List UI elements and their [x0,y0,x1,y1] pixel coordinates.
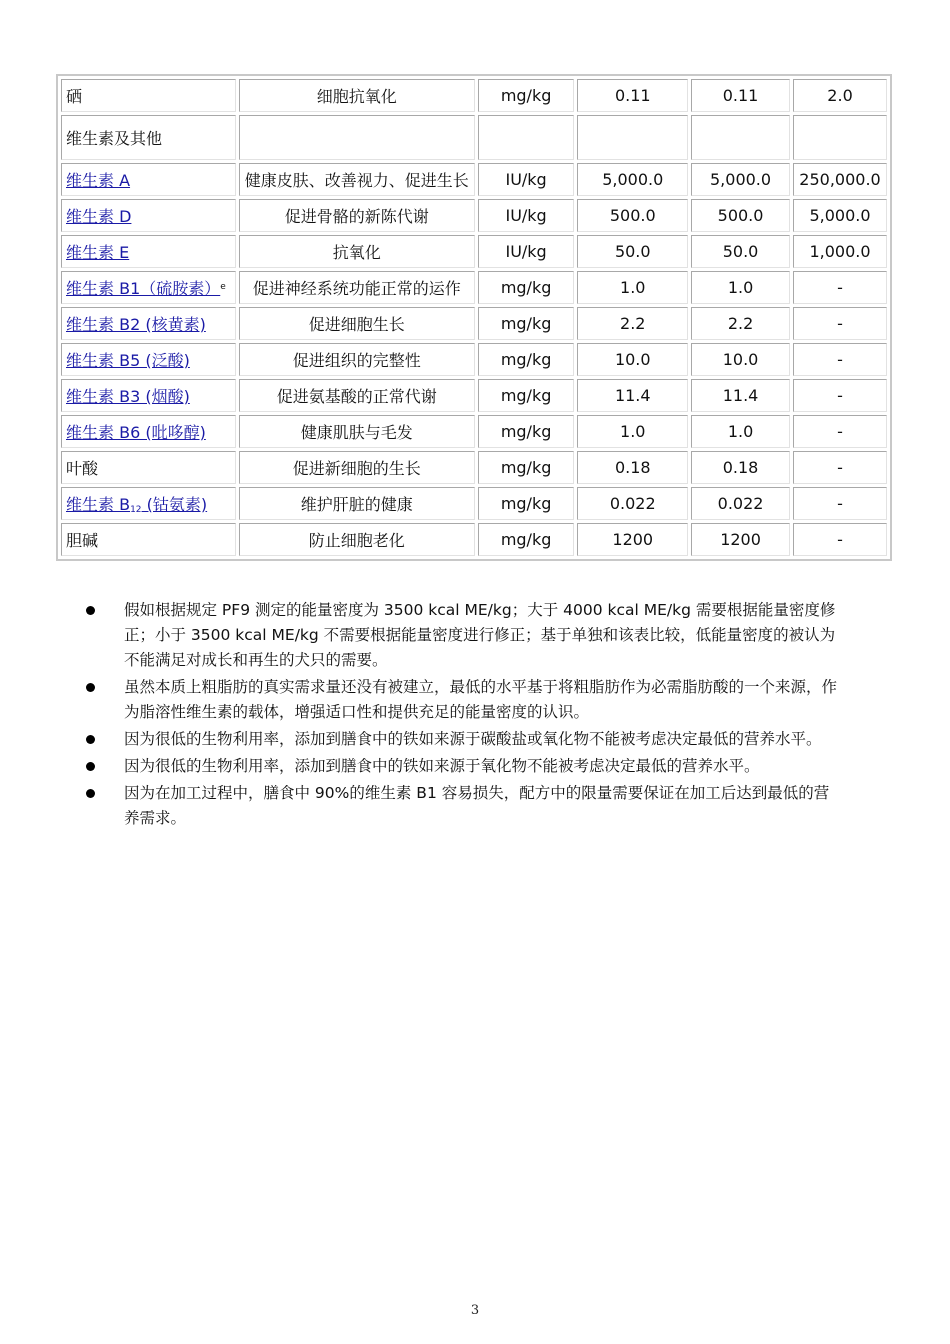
table-row [61,163,887,196]
table-row [61,307,887,340]
value-max: - [793,307,887,340]
value-min-2: 0.022 [691,487,790,520]
value-max: 1,000.0 [793,235,887,268]
table-row [61,379,887,412]
bullet-icon [86,606,95,615]
value-min-2: 500.0 [691,199,790,232]
table-row [61,523,887,556]
subscript: 12 [130,505,142,515]
note-text: 因为在加工过程中，膳食中 90%的维生素 B1 容易损失，配方中的限量需要保证在加工后达到最低的营养需求。 [124,784,830,827]
nutrient-name-cell [61,271,236,304]
value-min-2: 5,000.0 [691,163,790,196]
nutrient-unit: mg/kg [478,379,575,412]
list-item [84,781,844,831]
table-row [61,271,887,304]
value-max: 5,000.0 [793,199,887,232]
nutrient-unit: IU/kg [478,235,575,268]
nutrient-function: 健康肌肤与毛发 [239,415,475,448]
value-min-1: 50.0 [577,235,688,268]
value-max: - [793,451,887,484]
value-min-1: 500.0 [577,199,688,232]
nutrient-unit: mg/kg [478,79,575,112]
value-max: - [793,271,887,304]
value-min-2: 0.11 [691,79,790,112]
table-row [61,235,887,268]
value-min-2: 11.4 [691,379,790,412]
vitamin-d-link[interactable]: 维生素 D [66,207,132,226]
vitamin-b1-link[interactable]: 维生素 B1（硫胺素） [66,279,221,298]
nutrient-function [239,115,475,160]
list-item [84,598,844,673]
value-min-1: 0.022 [577,487,688,520]
nutrient-name-cell [61,163,236,196]
nutrient-name-cell [61,379,236,412]
nutrient-function: 促进骨骼的新陈代谢 [239,199,475,232]
nutrient-unit: mg/kg [478,451,575,484]
value-max: - [793,343,887,376]
value-min-1: 0.18 [577,451,688,484]
note-text: 虽然本质上粗脂肪的真实需求量还没有被建立，最低的水平基于将粗脂肪作为必需脂肪酸的一个来源，作为脂溶性维生素的载体，增强适口性和提供充足的能量密度的认识。 [124,678,838,721]
value-min-1: 11.4 [577,379,688,412]
bullet-icon [86,683,95,692]
vitamin-e-link[interactable]: 维生素 E [66,243,130,262]
section-title: 维生素及其他 [61,115,236,160]
bullet-icon [86,735,95,744]
nutrient-unit: mg/kg [478,523,575,556]
value-min-2: 1200 [691,523,790,556]
nutrient-function: 维护肝脏的健康 [239,487,475,520]
note-text: 假如根据规定 PF9 测定的能量密度为 3500 kcal ME/kg；大于 4000 kcal ME/kg 需要根据能量密度修正；小于 3500 kcal ME/kg 不需要根据能量密度进行修正；基于单独和该表比较，低能量密度的被认为不能满足对成长和再生的犬只的需要。 [124,601,836,669]
value-max: 250,000.0 [793,163,887,196]
value-min-1: 1.0 [577,415,688,448]
footnote-list [84,598,844,833]
vitamin-b5-link[interactable]: 维生素 B5 (泛酸) [66,351,190,370]
nutrient-function: 健康皮肤、改善视力、促进生长 [239,163,475,196]
link-text: 维生素 B [66,495,131,514]
nutrient-name: 硒 [61,79,236,112]
nutrient-name-cell [61,343,236,376]
nutrient-unit: mg/kg [478,307,575,340]
value-max [793,115,887,160]
value-max: 2.0 [793,79,887,112]
value-min-2: 0.18 [691,451,790,484]
value-min-1: 5,000.0 [577,163,688,196]
value-min-1 [577,115,688,160]
table-row [61,199,887,232]
vitamin-b3-link[interactable]: 维生素 B3 (烟酸) [66,387,190,406]
note-text: 因为很低的生物利用率，添加到膳食中的铁如来源于碳酸盐或氧化物不能被考虑决定最低的营养水平。 [124,730,822,748]
nutrient-unit [478,115,575,160]
nutrient-function: 防止细胞老化 [239,523,475,556]
nutrient-name-cell [61,487,236,520]
nutrient-function: 促进新细胞的生长 [239,451,475,484]
value-min-2 [691,115,790,160]
list-item [84,675,844,725]
nutrient-unit: IU/kg [478,199,575,232]
vitamin-a-link[interactable]: 维生素 A [66,171,131,190]
table-row [61,487,887,520]
nutrient-function: 抗氧化 [239,235,475,268]
nutrient-name-cell [61,415,236,448]
table-row [61,79,887,112]
value-min-1: 10.0 [577,343,688,376]
link-text: (钴氨素) [141,495,208,514]
value-min-1: 1.0 [577,271,688,304]
nutrient-name-cell [61,199,236,232]
vitamin-b12-link[interactable] [66,495,207,514]
nutrient-function: 促进细胞生长 [239,307,475,340]
value-max: - [793,379,887,412]
value-min-2: 50.0 [691,235,790,268]
nutrient-unit: mg/kg [478,343,575,376]
value-min-2: 1.0 [691,271,790,304]
footnote-marker: e [220,282,226,292]
table-row-section-header [61,115,887,160]
value-max: - [793,523,887,556]
nutrient-unit: IU/kg [478,163,575,196]
table-row [61,343,887,376]
table-row [61,451,887,484]
value-min-1: 2.2 [577,307,688,340]
value-min-2: 2.2 [691,307,790,340]
nutrient-name-cell [61,235,236,268]
nutrient-unit: mg/kg [478,271,575,304]
bullet-icon [86,762,95,771]
nutrient-name: 叶酸 [61,451,236,484]
value-min-1: 0.11 [577,79,688,112]
nutrient-function: 细胞抗氧化 [239,79,475,112]
vitamin-b2-link[interactable]: 维生素 B2 (核黄素) [66,315,206,334]
nutrient-unit: mg/kg [478,415,575,448]
value-min-2: 10.0 [691,343,790,376]
nutrient-function: 促进神经系统功能正常的运作 [239,271,475,304]
value-max: - [793,415,887,448]
nutrient-unit: mg/kg [478,487,575,520]
note-text: 因为很低的生物利用率，添加到膳食中的铁如来源于氧化物不能被考虑决定最低的营养水平。 [124,757,760,775]
value-min-1: 1200 [577,523,688,556]
list-item [84,754,844,779]
vitamin-b6-link[interactable]: 维生素 B6 (吡哆醇) [66,423,206,442]
nutrient-function: 促进氨基酸的正常代谢 [239,379,475,412]
nutrient-function: 促进组织的完整性 [239,343,475,376]
list-item [84,727,844,752]
nutrient-table [56,74,892,561]
page-number: 3 [470,1303,480,1318]
bullet-icon [86,789,95,798]
nutrient-name: 胆碱 [61,523,236,556]
value-max: - [793,487,887,520]
value-min-2: 1.0 [691,415,790,448]
nutrient-name-cell [61,307,236,340]
table-row [61,415,887,448]
